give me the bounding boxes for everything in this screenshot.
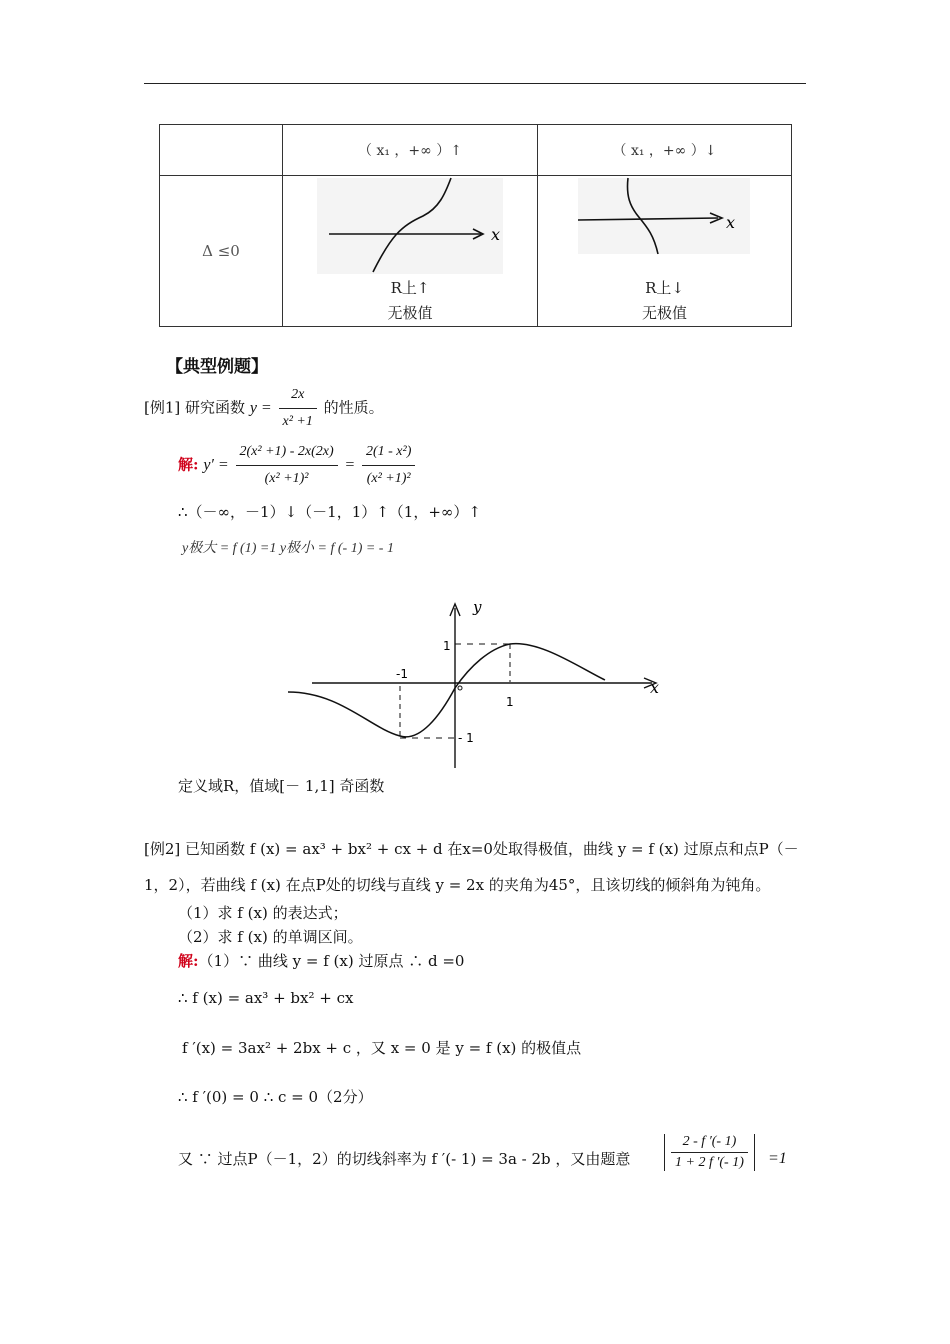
fraction-denominator: (x² +1)²	[264, 471, 309, 486]
example2-step5	[178, 1148, 630, 1170]
example1-function-graph	[280, 596, 680, 774]
example2-solution-start	[178, 950, 464, 972]
example1-suffix: 的性质。	[323, 398, 384, 417]
x-axis-label: x	[726, 213, 736, 232]
table-cell-decreasing	[538, 176, 792, 327]
example2-question2: （2）求 f (x) 的单调区间。	[178, 928, 363, 946]
caption-line1: R上↓	[645, 279, 684, 297]
table-header-increasing: （ x₁ ，+∞ ）↑	[283, 125, 538, 176]
derivative-fraction-1	[236, 441, 338, 490]
fraction-numerator: 2 - f ′(- 1)	[671, 1134, 748, 1153]
derivative-lhs: y′ =	[203, 456, 229, 474]
example2-step4: ∴ f ′(0) = 0 ∴ c = 0（2分）	[178, 1088, 373, 1106]
graph-y-label: y	[473, 598, 482, 616]
solution-label: 解:	[178, 455, 199, 474]
monotonicity-table	[159, 124, 792, 327]
example2-question1: （1）求 f (x) 的表达式；	[178, 904, 348, 922]
caption-line2: 无极值	[641, 304, 687, 322]
example1-derivative	[178, 441, 417, 490]
caption-decreasing	[538, 276, 791, 326]
section-title: 【典型例题】	[166, 357, 268, 377]
abs-equals: =1	[768, 1150, 787, 1167]
table-header-decreasing: （ x₁ ，+∞ ）↓	[538, 125, 792, 176]
abs-fraction	[671, 1134, 748, 1171]
fraction-denominator: (x² +1)²	[366, 471, 411, 486]
example2-line1: [例2] 已知函数 f (x) = ax³ + bx² + cx + d 在x=0处取得极值，曲线 y = f (x) 过原点和点P（－	[144, 840, 799, 858]
fraction-numerator: 2(x² +1) - 2x(2x)	[236, 441, 338, 466]
caption-line2: 无极值	[387, 304, 433, 322]
header-rule	[144, 83, 806, 84]
caption-increasing	[283, 276, 537, 326]
fraction-numerator: 2x	[279, 384, 317, 409]
tick-x-neg1: -1	[396, 667, 408, 681]
derivative-fraction-2	[362, 441, 415, 490]
example1-monotonicity: ∴（－∞，－1）↓（－1，1）↑（1，+∞）↑	[178, 503, 481, 521]
absolute-value-fraction	[664, 1134, 755, 1171]
table-row-label: Δ ≤0	[160, 176, 283, 327]
table-cell-increasing	[283, 176, 538, 327]
fraction-numerator: 2(1 - x²)	[362, 441, 415, 466]
equals-sign: =	[344, 456, 356, 474]
graph-x-label: x	[650, 678, 660, 697]
example1-statement	[144, 384, 384, 433]
example2-step2: ∴ f (x) = ax³ + bx² + cx	[178, 989, 354, 1007]
solution-step1: （1）∵ 曲线 y = f (x) 过原点 ∴ d =0	[198, 952, 465, 970]
example1-extrema: y极大 = f (1) =1 y极小 = f (- 1) = - 1	[182, 541, 394, 556]
example2-line2: 1，2），若曲线 f (x) 在点P处的切线与直线 y = 2x 的夹角为45°，且该切线的倾斜角为钝角。	[144, 876, 771, 894]
x-axis-label: x	[491, 225, 501, 244]
tick-y-neg1: - 1	[458, 731, 474, 745]
example1-func-fraction	[279, 384, 317, 433]
caption-line1: R上↑	[390, 279, 430, 297]
solution-label: 解:	[178, 952, 199, 970]
fraction-denominator: x² +1	[282, 414, 313, 429]
example2-step3: f ′(x) = 3ax² + 2bx + c ，又 x = 0 是 y = f (x) 的极值点	[182, 1039, 582, 1057]
step5-text: 又 ∵ 过点P（－1，2）的切线斜率为 f ′(- 1) = 3a - 2b ，又由题意	[178, 1150, 631, 1168]
example1-domain-range: 定义域R，值域[－ 1,1] 奇函数	[178, 777, 385, 795]
example1-prefix: [例1] 研究函数	[144, 398, 246, 417]
table-cell-empty	[160, 125, 283, 176]
example1-func-lhs: y =	[249, 399, 272, 417]
tick-y-1: 1	[443, 639, 451, 653]
tick-x-1: 1	[506, 695, 514, 709]
fraction-denominator: 1 + 2 f ′(- 1)	[675, 1155, 744, 1170]
